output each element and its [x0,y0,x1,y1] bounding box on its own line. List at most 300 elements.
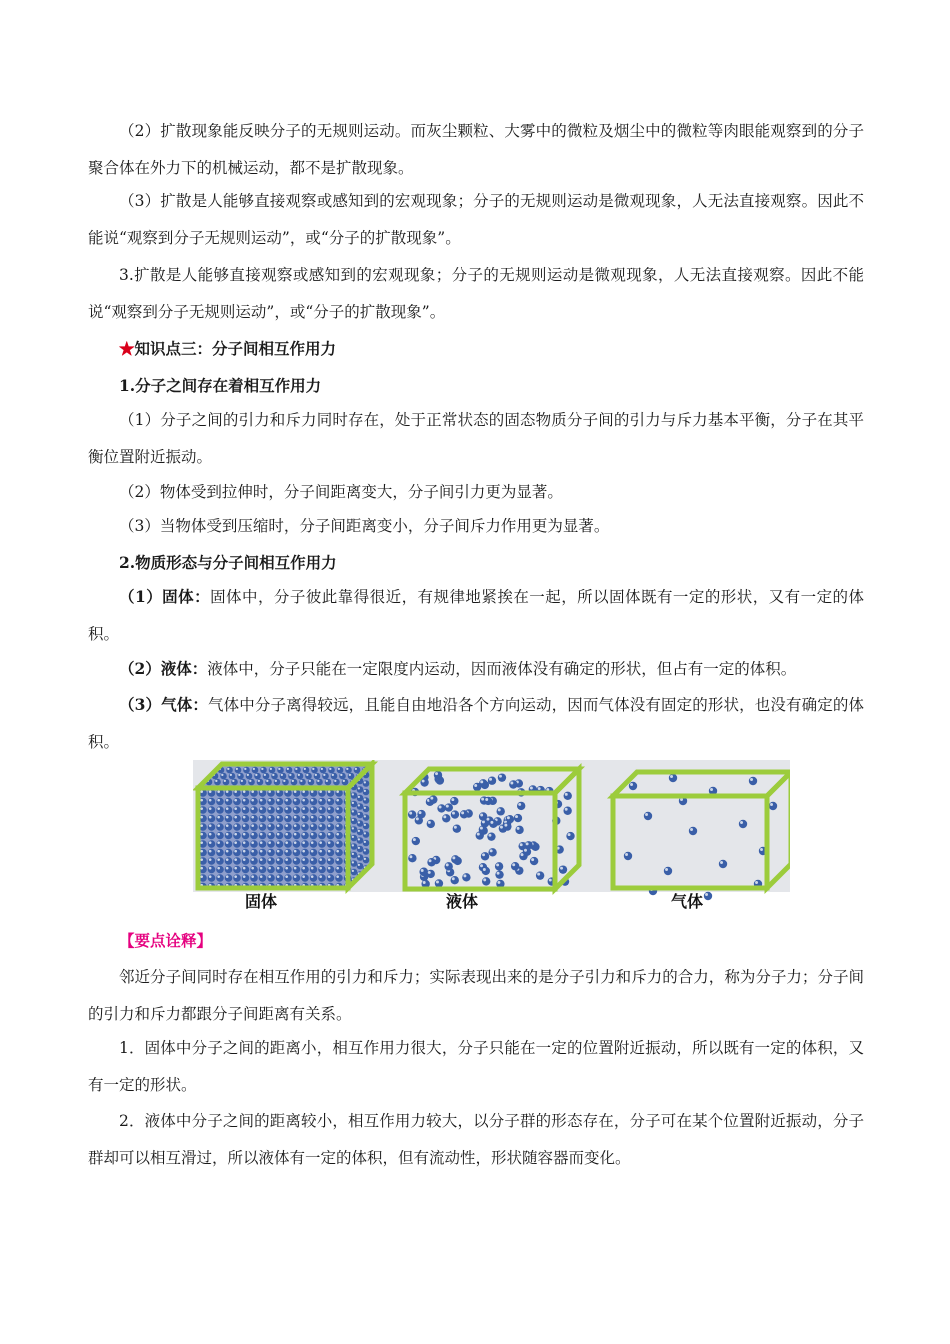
molecule [301,798,309,806]
molecule [327,823,335,831]
molecule [225,823,233,831]
molecule-highlight [319,824,322,827]
molecule-highlight [336,799,339,802]
molecule [453,825,461,833]
molecule [408,854,416,862]
molecule-highlight [298,774,300,776]
molecule [351,860,358,867]
liquid-text: 液体中，分子只能在一定限度内运动，因而液体没有确定的形状，但占有一定的体积。 [207,660,797,678]
molecule [250,857,258,865]
molecule [351,826,358,833]
molecule-highlight [304,768,306,770]
molecule-highlight [277,824,280,827]
molecule-highlight [358,821,360,823]
molecule [629,782,637,790]
molecule-highlight [209,850,212,853]
molecule-highlight [500,826,503,829]
molecule-highlight [251,867,254,870]
molecule-highlight [364,781,366,783]
molecule [267,823,275,831]
molecule-highlight [285,807,288,810]
molecule [363,806,370,813]
molecule [293,832,301,840]
molecule-highlight [268,850,271,853]
molecule-highlight [275,780,277,782]
molecule-highlight [272,774,274,776]
caption-solid: 固体 [245,892,278,911]
molecule [208,849,216,857]
molecule [267,832,275,840]
molecule-highlight [268,858,271,861]
molecule-highlight [352,810,354,812]
molecule [216,849,224,857]
molecule [276,798,284,806]
molecule [242,840,250,848]
solid-cube [198,764,372,890]
molecule-highlight [292,780,294,782]
molecule-highlight [234,790,237,793]
molecule [482,877,490,885]
molecule-highlight [497,881,500,884]
molecule [354,767,361,774]
molecule [301,874,309,882]
molecule-highlight [264,774,266,776]
molecule [314,773,321,780]
molecule [276,840,284,848]
molecule-highlight [200,858,203,861]
molecule [417,810,425,818]
states-of-matter-figure [193,760,790,912]
molecule-highlight [221,774,223,776]
molecule [259,849,267,857]
molecule [225,840,233,848]
molecule-highlight [364,790,366,792]
molecule [216,857,224,865]
molecule-highlight [249,780,251,782]
molecule-highlight [243,875,246,878]
molecule-highlight [226,816,229,819]
molecule [233,798,241,806]
molecule-highlight [334,780,336,782]
molecule-highlight [215,780,217,782]
molecule-highlight [270,768,272,770]
molecule [310,874,318,882]
molecule [351,809,358,816]
molecule-highlight [217,824,220,827]
molecule-highlight [260,790,263,793]
molecule [246,773,253,780]
molecule-highlight [645,813,648,816]
molecule-highlight [283,780,285,782]
molecule-highlight [524,849,527,852]
molecule [514,814,522,822]
molecule-highlight [200,841,203,844]
molecule [269,767,276,774]
molecule-highlight [319,841,322,844]
molecule [451,855,459,863]
molecule-highlight [328,816,331,819]
molecule [216,866,224,874]
molecule [327,840,335,848]
molecule-highlight [302,833,305,836]
molecule [259,798,267,806]
molecule-highlight [409,812,412,815]
molecule-highlight [251,833,254,836]
molecule-highlight [226,867,229,870]
molecule [335,840,343,848]
molecule [260,767,267,774]
molecule [301,840,309,848]
molecule-highlight [260,875,263,878]
molecule-highlight [499,775,502,778]
molecule [284,806,292,814]
molecule-highlight [277,807,280,810]
molecule-highlight [251,816,254,819]
molecule [719,860,727,868]
molecule-highlight [261,768,263,770]
molecule-highlight [234,841,237,844]
molecule-highlight [268,867,271,870]
molecule [322,773,329,780]
molecule-highlight [311,816,314,819]
molecule [488,777,496,785]
molecule-highlight [336,858,339,861]
molecule [495,862,503,870]
molecule-highlight [538,787,541,790]
molecule [524,841,532,849]
molecule-highlight [315,774,317,776]
molecule-highlight [302,807,305,810]
molecule [263,773,270,780]
molecule [357,829,364,836]
molecule-highlight [690,828,693,831]
molecule-highlight [364,798,366,800]
molecule-highlight [419,811,422,814]
molecule [250,815,258,823]
molecule-highlight [352,853,354,855]
molecule-highlight [209,790,212,793]
molecule-highlight [209,841,212,844]
molecule-highlight [328,875,331,878]
molecule [252,767,259,774]
molecule-highlight [504,824,507,827]
molecule [564,792,572,800]
subheading-2: 2.物质形态与分子间相互作用力 [119,553,337,572]
molecule-highlight [234,875,237,878]
molecule-highlight [352,861,354,863]
molecule [318,874,326,882]
molecule-highlight [328,807,331,810]
molecule-highlight [295,768,297,770]
molecule-highlight [251,790,254,793]
molecule [299,779,306,786]
molecule-highlight [480,814,483,817]
molecule-highlight [209,867,212,870]
molecule [293,849,301,857]
molecule [331,773,338,780]
molecule [515,826,523,834]
molecule-highlight [311,799,314,802]
molecule-highlight [217,816,220,819]
molecule-highlight [217,807,220,810]
molecule-highlight [268,807,271,810]
molecule [242,823,250,831]
molecule-highlight [311,875,314,878]
molecule-highlight [358,838,360,840]
molecule [357,812,364,819]
molecule-highlight [294,799,297,802]
molecule-highlight [224,780,226,782]
molecule [301,823,309,831]
molecule-highlight [477,833,480,836]
molecule-highlight [463,874,466,877]
molecule-highlight [200,833,203,836]
molecule [276,866,284,874]
paragraph-force-1: （1）分子之间的引力和斥力同时存在，处于正常状态的固态物质分子间的引力与斥力基本平衡，分子在其平衡位置附近振动。 [88,411,864,466]
molecule-highlight [285,841,288,844]
molecule-highlight [277,867,280,870]
molecule-highlight [260,799,263,802]
molecule [293,874,301,882]
molecule-highlight [429,859,432,862]
molecule-highlight [234,867,237,870]
molecule-highlight [343,780,345,782]
molecule [301,806,309,814]
molecule [311,767,318,774]
molecule-highlight [285,799,288,802]
molecule-highlight [311,850,314,853]
molecule-highlight [306,774,308,776]
molecule [445,803,453,811]
molecule-highlight [253,768,255,770]
molecule [216,832,224,840]
molecule-highlight [328,841,331,844]
molecule-highlight [300,780,302,782]
molecule [250,798,258,806]
molecule [451,876,459,884]
molecule [624,852,632,860]
molecule [220,773,227,780]
molecule [351,835,358,842]
molecule [427,820,435,828]
molecule-highlight [287,768,289,770]
molecule [479,779,487,787]
molecule [303,767,310,774]
molecule [301,866,309,874]
molecule-highlight [436,880,439,883]
molecule [225,798,233,806]
molecule [293,823,301,831]
molecule [250,806,258,814]
molecule-highlight [430,797,433,800]
molecule [284,823,292,831]
molecule [242,866,250,874]
molecule-highlight [243,833,246,836]
molecule-highlight [422,780,425,783]
molecule [293,857,301,865]
molecule [481,852,489,860]
molecule-highlight [483,878,486,881]
molecule [310,866,318,874]
molecule-highlight [285,867,288,870]
molecule [495,870,503,878]
molecule-highlight [349,774,351,776]
molecule-highlight [243,807,246,810]
molecule-highlight [226,833,229,836]
molecule-highlight [565,808,568,811]
molecule-highlight [260,850,263,853]
molecule [337,767,344,774]
molecule-highlight [217,841,220,844]
molecule-highlight [294,824,297,827]
molecule-highlight [416,817,419,820]
molecule [488,848,496,856]
molecule [267,857,275,865]
molecule-highlight [285,816,288,819]
caption-gas: 气体 [671,892,704,911]
molecule-highlight [217,850,220,853]
molecule-highlight [285,790,288,793]
molecule-highlight [234,816,237,819]
molecule [335,806,343,814]
molecule [293,806,301,814]
molecule-highlight [755,881,758,884]
molecule-highlight [226,799,229,802]
molecule [310,857,318,865]
molecule-highlight [281,774,283,776]
molecule-highlight [234,824,237,827]
molecule-highlight [260,833,263,836]
molecule [327,857,335,865]
molecule-highlight [268,833,271,836]
molecule [208,832,216,840]
molecule [327,849,335,857]
molecule [318,857,326,865]
molecule-highlight [217,858,220,861]
molecule-highlight [452,812,455,815]
molecule [297,773,304,780]
molecule [233,832,241,840]
molecule [276,815,284,823]
molecule [216,798,224,806]
molecule-highlight [364,832,366,834]
molecule [277,767,284,774]
molecule [351,843,358,850]
molecule-highlight [352,836,354,838]
molecule-highlight [409,855,412,858]
molecule [301,857,309,865]
molecule-highlight [302,799,305,802]
molecule [242,874,250,882]
molecule [208,806,216,814]
molecule-highlight [560,867,563,870]
molecule-highlight [260,867,263,870]
molecule [225,849,233,857]
molecule [240,779,247,786]
molecule [419,868,427,876]
molecule [412,837,420,845]
paragraph-keypoints-intro: 邻近分子间同时存在相互作用的引力和斥力；实际表现出来的是分子引力和斥力的合力，称为分子力；分子间的引力和斥力都跟分子间距离有关系。 [88,968,864,1023]
molecule [320,767,327,774]
molecule [487,832,495,840]
molecule-highlight [358,787,360,789]
molecule [229,773,236,780]
molecule [498,773,506,781]
molecule-highlight [336,850,339,853]
molecule [271,773,278,780]
molecule-highlight [268,824,271,827]
molecule-highlight [526,842,529,845]
molecule [274,779,281,786]
molecule [318,823,326,831]
molecule [284,840,292,848]
molecule-highlight [251,841,254,844]
molecule [479,812,487,820]
molecule [259,832,267,840]
molecule [318,840,326,848]
molecule-highlight [278,768,280,770]
molecule-highlight [285,850,288,853]
molecule-highlight [323,774,325,776]
molecule-highlight [680,798,683,801]
molecule-highlight [217,790,220,793]
molecule [408,810,416,818]
paragraph-diffusion-2: （2）扩散现象能反映分子的无规则运动。而灰尘颗粒、大雾中的微粒及烟尘中的微粒等肉眼能观察到的分子聚合体在外力下的机械运动，都不是扩散现象。 [88,122,864,177]
molecule [208,823,216,831]
molecule [276,874,284,882]
molecule-highlight [243,850,246,853]
molecule [284,857,292,865]
molecule-highlight [234,833,237,836]
molecule-highlight [311,807,314,810]
molecule [669,774,677,782]
molecule-highlight [251,850,254,853]
molecule-highlight [358,864,360,866]
molecule [357,803,364,810]
molecule-highlight [302,824,305,827]
molecule [214,779,221,786]
molecule-highlight [510,782,513,785]
molecule [559,865,567,873]
molecule [233,806,241,814]
molecule-highlight [289,774,291,776]
molecule [284,874,292,882]
molecule-highlight [480,780,483,783]
molecule-highlight [336,833,339,836]
molecule-highlight [750,778,753,781]
molecule-highlight [302,841,305,844]
molecule-highlight [319,807,322,810]
molecule [301,832,309,840]
molecule-highlight [565,793,568,796]
molecule [563,807,571,815]
molecule-highlight [209,816,212,819]
molecule-highlight [209,799,212,802]
molecule [248,779,255,786]
molecule-highlight [329,768,331,770]
molecule [284,849,292,857]
molecule-highlight [336,875,339,878]
molecule-highlight [277,858,280,861]
molecule [363,848,370,855]
molecule-highlight [568,833,571,836]
molecule [363,840,370,847]
molecule-highlight [321,768,323,770]
molecule [357,846,364,853]
molecule-highlight [319,833,322,836]
molecule [267,798,275,806]
molecule-highlight [340,774,342,776]
